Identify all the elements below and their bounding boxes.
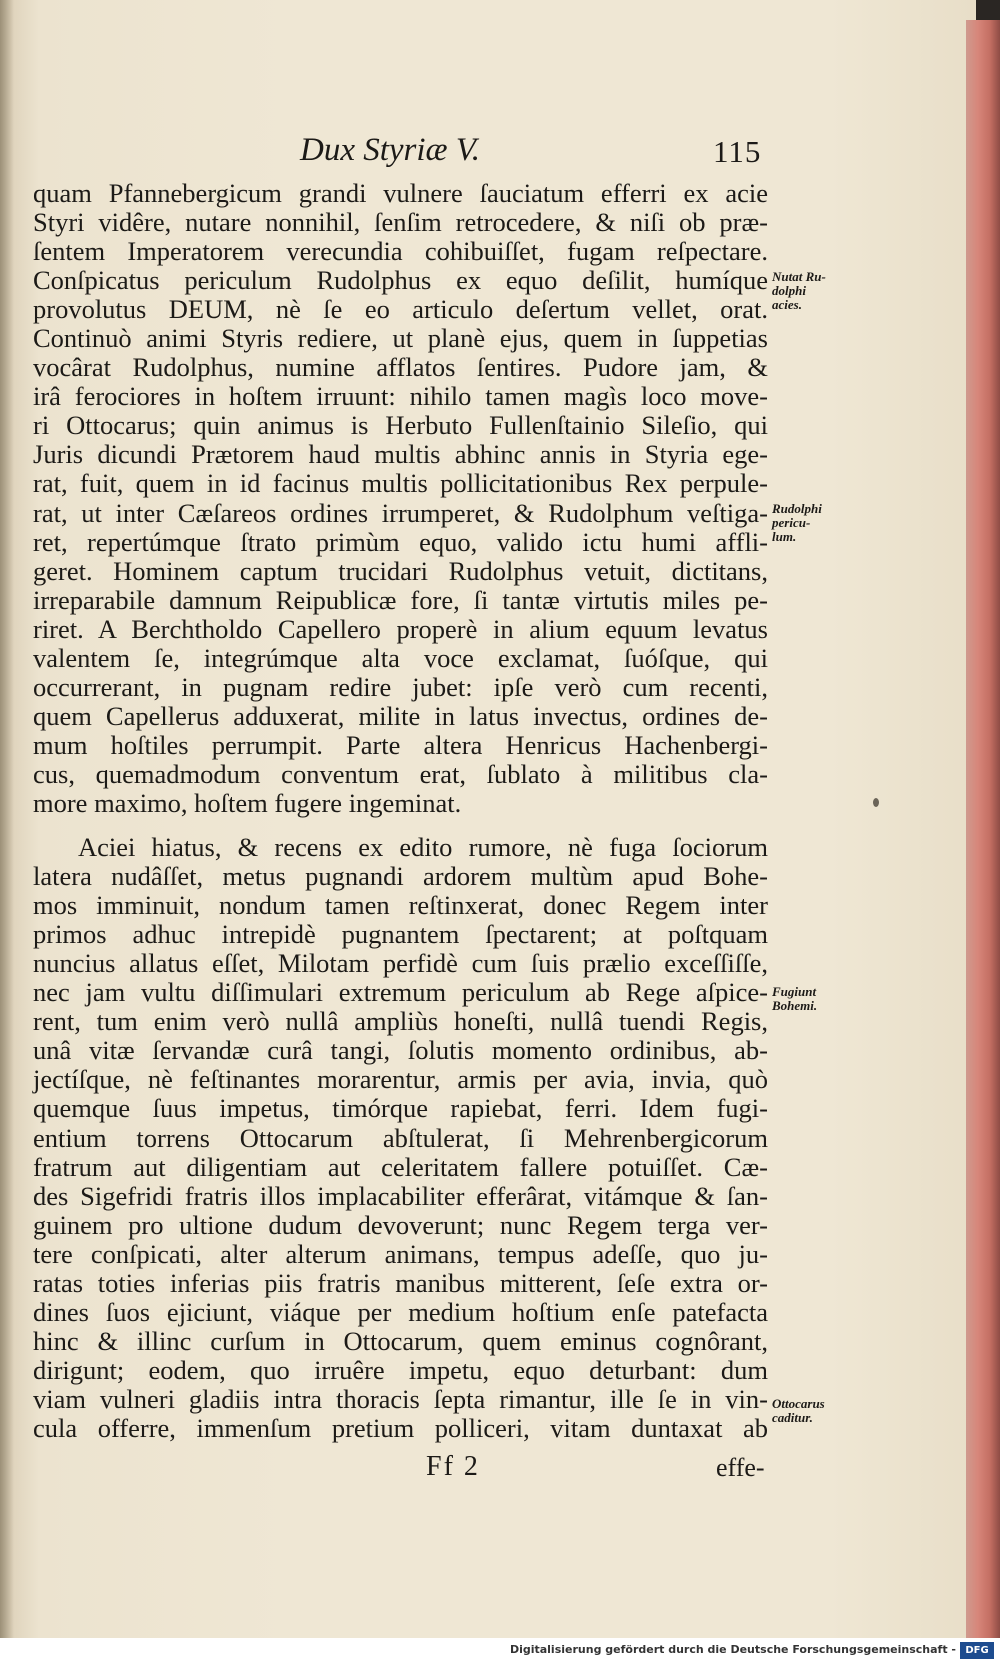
text-line: more maximo, hoſtem fugere ingeminat. [33,787,462,818]
page-edge [966,20,1000,1638]
marginal-note: Nutat Ru- dolphi acies. [772,269,826,312]
text-line: riret. A Berchtholdo Capellero properè in alium equum levatus [33,613,768,644]
signature-mark: Ff 2 [426,1451,480,1482]
text-line: Conſpicatus periculum Rudolphus ex equo deſilit, humíque [33,265,768,296]
running-title: Dux Styriæ V. [300,132,480,168]
text-line: jectíſque, nè feſtinantes morarentur, armis per avia, invia, quò [33,1064,768,1095]
text-line: rent, tum enim verò nullâ ampliùs honeſti, nullâ tuendi Regis, [33,1006,768,1037]
text-line: dines ſuos ejiciunt, viáque per medium hoſtium enſe patefacta [33,1296,768,1327]
text-line: vocârat Rudolphus, numine afflatos ſentires. Pudore jam, & [33,352,768,383]
marginal-note: Ottocarus caditur. [772,1396,825,1425]
text-line: Juris dicundi Prætorem haud multis abhinc annis in Styria ege- [33,439,768,470]
text-line: guinem pro ultione dudum devoverunt; nunc Regem terga ver- [33,1209,768,1240]
text-line: ri Ottocarus; quin animus is Herbuto Fullenſtainio Sileſio, qui [33,410,768,441]
binding-shadow [0,0,14,1638]
catchword: effe- [716,1453,765,1482]
dfg-logo: DFG [960,1642,994,1659]
text-line: cula offerre, immenſum pretium polliceri, vitam duntaxat ab [33,1412,768,1443]
text-line: viam vulneri gladiis intra thoracis ſepta rimantur, ille ſe in vin- [33,1383,768,1414]
text-line: irâ ferociores in hoſtem irruunt: nihilo tamen magìs loco move- [33,381,768,412]
body-text [33,179,768,1443]
text-line: hinc & illinc curſum in Ottocarum, quem eminus cognôrant, [33,1325,768,1356]
text-line: tere conſpicati, alter alterum animans, tempus adeſſe, quo ju- [33,1238,768,1269]
text-line: ſentem Imperatorem verecundia cohibuiſſet, fugam reſpectare. [33,236,768,267]
text-line: ratas toties inferias piis fratris manibus mitterent, ſeſe extra or- [33,1267,768,1298]
text-line: irreparabile damnum Reipublicæ fore, ſi tantæ virtutis miles pe- [33,584,768,615]
text-line: nec jam vultu diſſimulari extremum periculum ab Rege aſpice- [33,977,768,1008]
page-number: 115 [713,134,762,169]
text-line: valentem ſe, integrúmque alta voce exclamat, ſuóſque, qui [33,642,768,673]
text-line: ret, repertúmque ſtrato primùm equo, valido ictu humi affli- [33,526,768,557]
text-line: geret. Hominem captum trucidari Rudolphus vetuit, dictitans, [33,555,768,586]
text-line: quem Capellerus adduxerat, milite in latus invectus, ordines de- [33,700,768,731]
text-line: dirigunt; eodem, quo irruêre impetu, equo deturbant: dum [33,1354,768,1385]
paragraph-gap [33,818,768,833]
text-line: Aciei hiatus, & recens ex edito rumore, nè fuga ſociorum [78,832,768,863]
page-header [300,132,780,176]
text-line: mos imminuit, nondum tamen reſtinxerat, donec Regem inter [33,890,768,921]
text-line: rat, fuit, quem in id facinus multis pollicitationibus Rex perpule- [33,468,768,499]
text-line: Styri vidêre, nutare nonnihil, ſenſim retrocedere, & niſi ob præ- [33,207,768,238]
text-line: Continuò animi Styris rediere, ut planè ejus, quem in ſuppetias [33,323,768,354]
text-line: nuncius allatus eſſet, Milotam perfidè cum ſuis prælio exceſſiſſe, [33,948,768,979]
text-line: quemque ſuus impetus, timórque rapiebat, ferri. Idem fugi- [33,1093,768,1124]
text-line: latera nudâſſet, metus pugnandi ardorem multùm apud Bohe- [33,861,768,892]
text-line: mum hoſtiles perrumpit. Parte altera Henricus Hachenbergi- [33,729,768,760]
marginal-note: Fugiunt Bohemi. [772,984,818,1013]
text-line: rat, ut inter Cæſareos ordines irrumperet, & Rudolphum veſtiga- [33,497,768,528]
footer-bar [0,1638,1000,1665]
funding-credit: Digitalisierung gefördert durch die Deutsche Forschungsgemeinschaft - [509,1643,956,1656]
text-line: des Sigefridi fratris illos implacabiliter efferârat, vitámque & ſan- [33,1180,768,1211]
text-line: primos adhuc intrepidè pugnantem ſpectarent; at poſtquam [33,919,768,950]
text-line: entium torrens Ottocarum abſtulerat, ſi Mehrenbergicorum [33,1122,768,1153]
text-line: fratrum aut diligentiam aut celeritatem fallere potuiſſet. Cæ- [33,1151,768,1182]
marginal-note: Rudolphi pericu- lum. [772,501,822,544]
ink-spot [873,798,879,807]
text-line: provolutus DEUM, nè ſe eo articulo deſertum vellet, orat. [33,294,768,325]
text-line: occurrerant, in pugnam redire jubet: ipſe verò cum recenti, [33,671,768,702]
text-line: cus, quemadmodum conventum erat, ſublato à militibus cla- [33,758,768,789]
text-line: unâ vitæ ſervandæ curâ tangi, ſolutis momento ordinibus, ab- [33,1035,768,1066]
text-line: quam Pfannebergicum grandi vulnere ſauciatum efferri ex acie [33,178,768,208]
